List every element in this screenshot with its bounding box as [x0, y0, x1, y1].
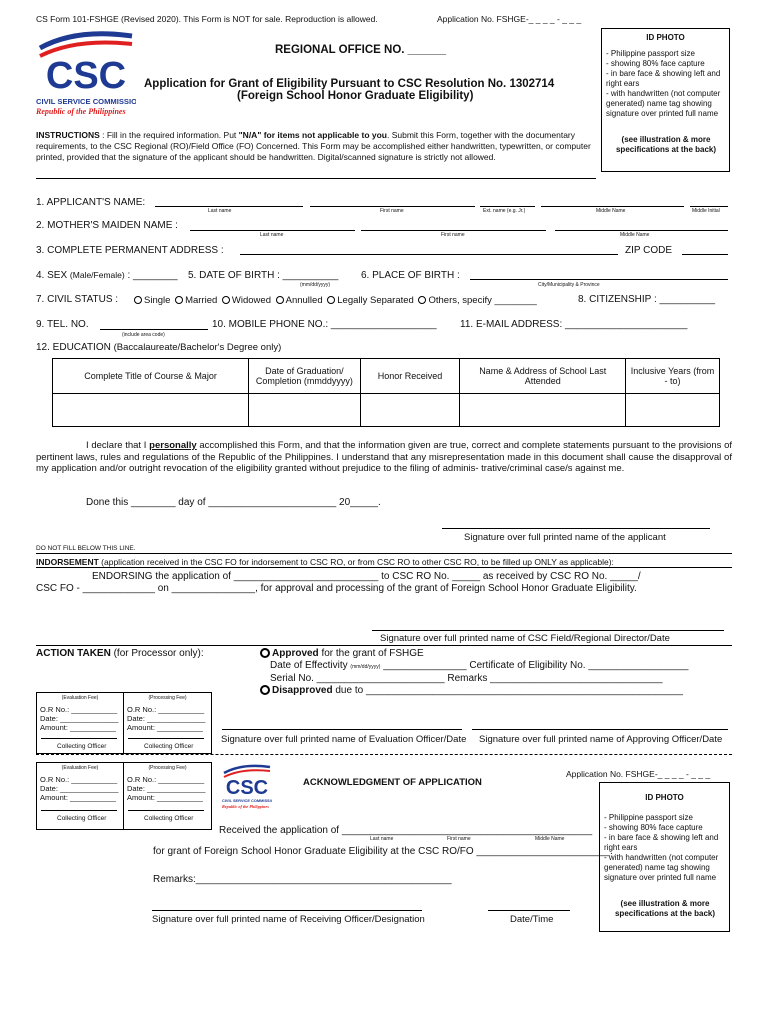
civil-status-options — [132, 295, 537, 306]
ack-received-line[interactable]: Received the application of _____________________________________________ — [219, 825, 593, 836]
citizenship-field[interactable]: 8. CITIZENSHIP : __________ — [578, 294, 716, 305]
instructions-text2: . Submit this Form, together with the documentary requirements, to the CSC Regional (RO)/Field Office (FO) Concerned. This Form may be accomplished either handwritten, typewritten, or computer printed, provided that the signature of the applicant should be handwritten. Digital/scanned signature is strictly not allowed. — [36, 130, 591, 162]
radio-icon[interactable] — [327, 296, 335, 304]
sex-label: 4. SEX — [36, 270, 68, 281]
col-header: Honor Received — [360, 359, 460, 394]
pob-label: 6. PLACE OF BIRTH : — [361, 270, 460, 281]
instructions-na: "N/A" for items not applicable to you — [238, 130, 387, 140]
csc-logo — [36, 30, 136, 120]
radio-icon[interactable] — [276, 296, 284, 304]
declaration — [36, 440, 732, 475]
id-spec: - showing 80% face capture — [606, 59, 705, 68]
radio-icon[interactable] — [134, 296, 142, 304]
id-photo-box — [601, 28, 730, 172]
civil-option: Legally Separated — [337, 295, 414, 306]
evaluation-signature-line[interactable] — [222, 729, 462, 730]
fee-date-field[interactable]: Date: ______________ — [127, 714, 206, 723]
action-taken-note: (for Processor only): — [110, 648, 204, 659]
civil-option: Single — [144, 295, 171, 306]
fee-caption: (Evaluation Fee) — [61, 695, 99, 701]
radio-icon[interactable] — [175, 296, 183, 304]
declaration-t1: I declare that I — [86, 440, 150, 451]
logo-name: CIVIL SERVICE COMMISSION — [36, 97, 136, 106]
dob-sub: (mm/dd/yyyy) — [300, 282, 330, 288]
id-spec: - with handwritten (not computer generated) name tag showing signature over printed full name — [604, 853, 719, 882]
collecting-officer-label: Collecting Officer — [57, 815, 107, 822]
approving-signature-label: Signature over full printed name of Approving Officer/Date — [479, 734, 723, 745]
address-label: 3. COMPLETE PERMANENT ADDRESS : — [36, 245, 224, 256]
applicant-signature-line[interactable] — [442, 528, 710, 529]
approving-signature-line[interactable] — [472, 729, 728, 730]
instructions-text1: : Fill in the required information. Put — [99, 130, 239, 140]
done-this-line[interactable]: Done this ________ day of _______________________ 20_____. — [86, 497, 381, 508]
endorse-line-1[interactable]: ENDORSING the application of __________________________ to CSC RO No. _____ as received by CSC RO No. _____/ — [92, 571, 641, 582]
tel-sub: (include area code) — [122, 332, 165, 338]
sub-label: Middle Name — [535, 836, 565, 842]
civil-option: Others, specify ________ — [428, 295, 537, 306]
sub-label: First name — [380, 208, 404, 214]
graduation-date-cell[interactable] — [249, 394, 361, 427]
indorsement-heading — [36, 557, 614, 567]
table-header-row — [53, 359, 720, 394]
radio-icon[interactable] — [260, 685, 270, 695]
declaration-t2: accomplished this Form, and that the information given are true, correct and complete statements pursuant to the provisions of pertinent laws, rules and regulations of the Republic of the Philippines. I understand that any misrepresentation made in this document shall cause the disapproval of my application and/or outright revocation of the eligibility granted without prejudice to the filing of adminis- trative/criminal case/s against me. — [36, 440, 733, 474]
sex-options: (Male/Female) — [69, 270, 125, 280]
divider — [36, 178, 596, 179]
logo-acronym: CSC — [225, 777, 269, 799]
applicant-name-label: 1. APPLICANT'S NAME: — [36, 197, 146, 208]
years-cell[interactable] — [626, 394, 720, 427]
ack-title: ACKNOWLEDGMENT OF APPLICATION — [303, 777, 482, 788]
id-spec: - showing 80% face capture — [604, 823, 703, 832]
processing-fee-box — [123, 762, 212, 830]
id-photo-specs — [606, 49, 726, 119]
honor-cell[interactable] — [360, 394, 460, 427]
zip-label: ZIP CODE — [625, 245, 673, 256]
regional-office: REGIONAL OFFICE NO. ______ — [275, 44, 447, 56]
sub-label: Last name — [370, 836, 394, 842]
tel-field[interactable] — [100, 329, 208, 330]
sub-label: Last name — [208, 208, 232, 214]
maiden-firstname-field[interactable] — [361, 230, 546, 231]
maiden-middlename-field[interactable] — [555, 230, 728, 231]
director-signature-line[interactable] — [372, 630, 724, 631]
fee-amount-field[interactable]: Amount: ___________ — [127, 793, 203, 802]
collecting-officer-line[interactable] — [41, 738, 117, 739]
id-photo-title: ID PHOTO — [646, 33, 685, 42]
pob-field[interactable] — [470, 279, 728, 280]
civil-option: Married — [185, 295, 218, 306]
table-row — [53, 394, 720, 427]
mobile-field[interactable]: 10. MOBILE PHONE NO.: ___________________ — [212, 319, 437, 330]
fee-amount-field[interactable]: Amount: ___________ — [40, 793, 116, 802]
instructions-label: INSTRUCTIONS — [36, 130, 100, 140]
tel-label: 9. TEL. NO. — [36, 319, 89, 330]
radio-icon[interactable] — [418, 296, 426, 304]
ack-remarks-line[interactable]: Remarks:______________________________________________ — [153, 874, 452, 885]
cut-line — [36, 754, 732, 755]
action-taken-label: ACTION TAKEN — [36, 648, 111, 659]
applicant-mi-field[interactable] — [690, 206, 728, 207]
course-cell[interactable] — [53, 394, 249, 427]
instructions — [36, 130, 596, 163]
email-field[interactable]: 11. E-MAIL ADDRESS: ______________________ — [460, 319, 688, 330]
maiden-lastname-field[interactable] — [190, 230, 355, 231]
collecting-officer-label: Collecting Officer — [144, 743, 194, 750]
or-number-field[interactable]: O.R No.: ___________ — [40, 775, 118, 784]
collecting-officer-label: Collecting Officer — [57, 743, 107, 750]
csc-logo-small — [222, 764, 272, 812]
col-header: Date of Graduation/ Completion (mmddyyyy) — [249, 359, 361, 394]
collecting-officer-line[interactable] — [41, 810, 117, 811]
endorse-line-2[interactable]: CSC FO - _____________ on _______________, for approval and processing of the grant of Foreign School Honor Graduate Eligibility. — [36, 583, 637, 594]
or-number-field[interactable]: O.R No.: ___________ — [127, 775, 205, 784]
fee-date-field[interactable]: Date: ______________ — [40, 714, 119, 723]
dob-field[interactable]: 5. DATE OF BIRTH : __________ — [188, 270, 339, 281]
civil-option: Widowed — [231, 295, 271, 306]
ack-grant-line[interactable]: for grant of Foreign School Honor Graduate Eligibility at the CSC RO/FO ________________________. — [153, 846, 613, 857]
sex-blank: : ________ — [124, 270, 178, 281]
divider — [36, 567, 732, 568]
id-spec: - in bare face & showing left and right ears — [604, 833, 719, 852]
director-signature-label: Signature over full printed name of CSC Field/Regional Director/Date — [380, 633, 670, 644]
col-header: Complete Title of Course & Major — [53, 359, 249, 394]
form-note: CS Form 101-FSHGE (Revised 2020). This Form is NOT for sale. Reproduction is allowed. — [36, 14, 378, 24]
divider — [36, 553, 732, 554]
id-spec: - in bare face & showing left and right ears — [606, 69, 721, 88]
id-photo-note: (see illustration & more specifications at the back) — [614, 899, 716, 918]
applicant-ext-field[interactable] — [480, 206, 535, 207]
fee-caption: (Evaluation Fee) — [61, 765, 99, 771]
logo-tagline: Republic of the Philippines — [222, 804, 269, 809]
do-not-fill: DO NOT FILL BELOW THIS LINE. — [36, 545, 136, 552]
id-photo-title: ID PHOTO — [645, 793, 684, 802]
or-number-field[interactable]: O.R No.: ___________ — [40, 705, 118, 714]
datetime-line[interactable] — [488, 910, 570, 911]
divider — [36, 645, 732, 646]
school-cell[interactable] — [460, 394, 626, 427]
evaluation-signature-label: Signature over full printed name of Evaluation Officer/Date — [221, 734, 467, 745]
approved-option[interactable] — [258, 648, 424, 659]
serial-remarks-line[interactable]: Serial No. _______________________ Remarks _______________________________ — [270, 673, 663, 684]
fee-caption: (Processing Fee) — [148, 695, 187, 701]
application-number: Application No. FSHGE-_ _ _ _ - _ _ _ — [437, 14, 582, 24]
sub-label: Middle Name — [620, 232, 650, 238]
applicant-signature-label: Signature over full printed name of the applicant — [464, 532, 666, 543]
fee-amount-field[interactable]: Amount: ___________ — [40, 723, 116, 732]
logo-name: CIVIL SERVICE COMMISSION — [222, 798, 272, 803]
radio-icon[interactable] — [260, 648, 270, 658]
receiving-signature-label: Signature over full printed name of Receiving Officer/Designation — [152, 914, 425, 925]
collecting-officer-line[interactable] — [128, 738, 204, 739]
civil-status-label: 7. CIVIL STATUS : — [36, 294, 119, 305]
disapproved-tail: due to _________________________________________________________ — [332, 685, 683, 697]
disapproved-option[interactable] — [258, 685, 683, 696]
col-header: Inclusive Years (from - to) — [626, 359, 720, 394]
sub-label: First name — [447, 836, 471, 842]
evaluation-fee-box — [36, 762, 124, 830]
id-photo-specs — [604, 813, 726, 883]
indorsement-label: INDORSEMENT — [36, 557, 99, 567]
action-taken-heading — [36, 648, 204, 659]
fee-caption: (Processing Fee) — [148, 765, 187, 771]
sex-field[interactable] — [36, 270, 178, 281]
education-title: 12. EDUCATION — [36, 342, 111, 353]
applicant-middlename-field[interactable] — [541, 206, 684, 207]
applicant-lastname-field[interactable] — [155, 206, 303, 207]
sub-label: Middle Name — [596, 208, 626, 214]
datetime-label: Date/Time — [510, 914, 554, 925]
education-note: (Baccalaureate/Bachelor's Degree only) — [113, 342, 282, 353]
approved-label: Approved — [272, 648, 319, 660]
pob-sub: City/Municipality & Province — [538, 282, 600, 288]
education-label — [36, 342, 281, 353]
declaration-personally: personally — [149, 440, 197, 451]
processing-fee-box — [123, 692, 212, 754]
id-spec: - with handwritten (not computer generated) name tag showing signature over printed full name — [606, 89, 721, 118]
fee-date-field[interactable]: Date: ______________ — [127, 784, 206, 793]
maiden-name-label: 2. MOTHER'S MAIDEN NAME : — [36, 220, 178, 231]
applicant-firstname-field[interactable] — [310, 206, 475, 207]
logo-tagline: Republic of the Philippines — [36, 107, 126, 116]
collecting-officer-label: Collecting Officer — [144, 815, 194, 822]
address-field[interactable] — [240, 254, 618, 255]
education-table — [52, 358, 720, 427]
evaluation-fee-box — [36, 692, 124, 754]
collecting-officer-line[interactable] — [128, 810, 204, 811]
effectivity-line[interactable] — [270, 660, 688, 671]
effectivity-label: Date of Effectivity — [270, 660, 348, 671]
effectivity-sub: (mm/dd/yyyy) — [350, 664, 381, 670]
form-title-2: (Foreign School Honor Graduate Eligibility) — [237, 90, 474, 102]
id-photo-box — [599, 782, 730, 932]
id-photo-note: (see illustration & more specifications at the back) — [615, 135, 717, 154]
ack-application-number: Application No. FSHGE-_ _ _ _ - _ _ _ — [566, 769, 711, 779]
indorsement-note: (application received in the CSC FO for indorsement to CSC RO, or from CSC RO to other CSC RO, to be filled up ONLY as applicable): — [98, 557, 614, 567]
col-header: Name & Address of School Last Attended — [460, 359, 626, 394]
or-number-field[interactable]: O.R No.: ___________ — [127, 705, 205, 714]
disapproved-label: Disapproved — [272, 685, 333, 697]
id-spec: - Philippine passport size — [606, 49, 695, 58]
sub-label: Last name — [260, 232, 284, 238]
logo-acronym: CSC — [45, 55, 127, 97]
radio-icon[interactable] — [222, 296, 230, 304]
receiving-signature-line[interactable] — [152, 910, 422, 911]
effectivity-tail: _______________ Certificate of Eligibility No. __________________ — [380, 660, 689, 671]
fee-date-field[interactable]: Date: ______________ — [40, 784, 119, 793]
fee-amount-field[interactable]: Amount: ___________ — [127, 723, 203, 732]
sub-label: First name — [441, 232, 465, 238]
civil-option: Annulled — [285, 295, 323, 306]
approved-tail: for the grant of FSHGE — [318, 648, 424, 660]
id-spec: - Philippine passport size — [604, 813, 693, 822]
sub-label: Ext. name (e.g. Jr.) — [483, 208, 526, 214]
sub-label: Middle Initial — [692, 208, 720, 214]
zip-field[interactable] — [682, 254, 728, 255]
form-title-1: Application for Grant of Eligibility Pursuant to CSC Resolution No. 1302714 — [144, 78, 555, 90]
